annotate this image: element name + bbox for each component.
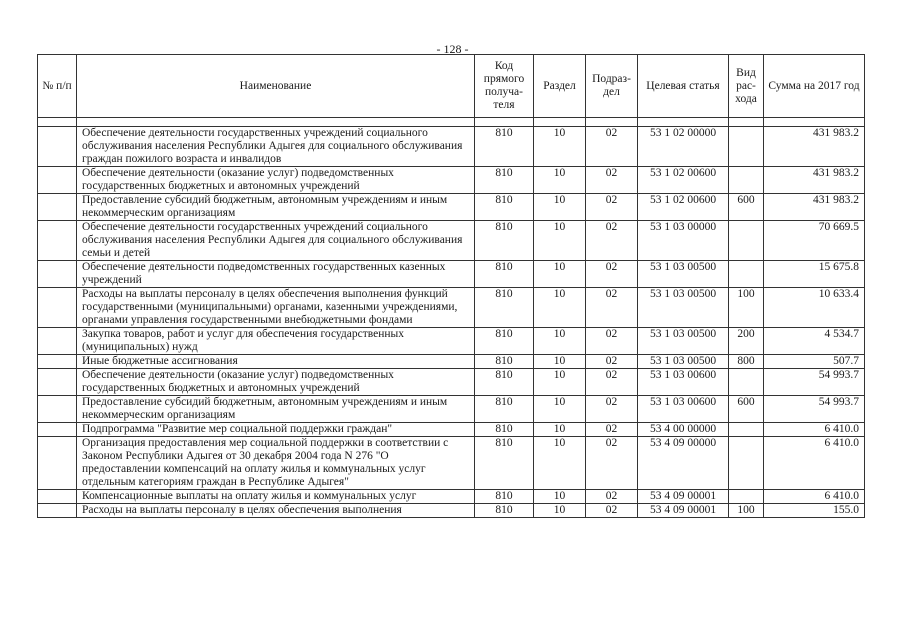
target-cell: 53 4 09 00001 xyxy=(638,504,729,518)
sum-cell: 6 410.0 xyxy=(764,490,865,504)
exp-type-cell: 100 xyxy=(729,288,764,328)
exp-type-cell xyxy=(729,369,764,396)
header-section: Раздел xyxy=(534,55,586,118)
num-cell xyxy=(38,396,77,423)
num-cell xyxy=(38,437,77,490)
code-cell: 810 xyxy=(475,504,534,518)
num-cell xyxy=(38,167,77,194)
table-row xyxy=(38,437,865,490)
code-cell: 810 xyxy=(475,355,534,369)
subsection-cell: 02 xyxy=(586,355,638,369)
table-row xyxy=(38,288,865,328)
exp-type-cell: 600 xyxy=(729,194,764,221)
code-cell: 810 xyxy=(475,194,534,221)
exp-type-cell xyxy=(729,437,764,490)
subsection-cell: 02 xyxy=(586,369,638,396)
code-cell: 810 xyxy=(475,423,534,437)
subsection-cell: 02 xyxy=(586,127,638,167)
section-cell: 10 xyxy=(534,490,586,504)
page-number: - 128 - xyxy=(436,42,469,56)
exp-type-cell: 100 xyxy=(729,504,764,518)
name-cell: Организация предоставления мер социальной поддержки в соответствии с Законом Республики Адыгея от 30 декабря 2004 года N 276 "О предоставлении компенсаций на оплату жилья и коммунальных услуг отдельным категориям граждан в Республике Адыгея" xyxy=(77,437,475,490)
section-cell: 10 xyxy=(534,167,586,194)
num-cell xyxy=(38,288,77,328)
sum-cell: 6 410.0 xyxy=(764,423,865,437)
name-cell: Обеспечение деятельности государственных учреждений социального обслуживания населения Республики Адыгея для социального обслуживания граждан пожилого возраста и инвалидов xyxy=(77,127,475,167)
header-num: № п/п xyxy=(38,55,77,118)
table-row xyxy=(38,167,865,194)
exp-type-cell: 800 xyxy=(729,355,764,369)
sum-cell: 155.0 xyxy=(764,504,865,518)
num-cell xyxy=(38,490,77,504)
target-cell: 53 1 03 00500 xyxy=(638,261,729,288)
table-row xyxy=(38,328,865,355)
section-cell: 10 xyxy=(534,437,586,490)
header-row xyxy=(38,55,865,118)
exp-type-cell xyxy=(729,261,764,288)
num-cell xyxy=(38,127,77,167)
header-name: Наименование xyxy=(77,55,475,118)
table-body xyxy=(38,127,865,518)
code-cell: 810 xyxy=(475,261,534,288)
target-cell: 53 1 03 00600 xyxy=(638,369,729,396)
subsection-cell: 02 xyxy=(586,221,638,261)
table-row xyxy=(38,221,865,261)
code-cell: 810 xyxy=(475,288,534,328)
num-cell xyxy=(38,369,77,396)
section-cell: 10 xyxy=(534,423,586,437)
table-row xyxy=(38,396,865,423)
code-cell: 810 xyxy=(475,437,534,490)
code-cell: 810 xyxy=(475,369,534,396)
num-cell xyxy=(38,355,77,369)
subsection-cell: 02 xyxy=(586,423,638,437)
subsection-cell: 02 xyxy=(586,490,638,504)
budget-table xyxy=(37,54,865,518)
exp-type-cell xyxy=(729,423,764,437)
target-cell: 53 1 03 00500 xyxy=(638,355,729,369)
target-cell: 53 4 09 00001 xyxy=(638,490,729,504)
section-cell: 10 xyxy=(534,369,586,396)
sum-cell: 15 675.8 xyxy=(764,261,865,288)
code-cell: 810 xyxy=(475,127,534,167)
name-cell: Обеспечение деятельности подведомственных государственных казенных учреждений xyxy=(77,261,475,288)
code-cell: 810 xyxy=(475,328,534,355)
target-cell: 53 1 02 00000 xyxy=(638,127,729,167)
name-cell: Компенсационные выплаты на оплату жилья и коммунальных услуг xyxy=(77,490,475,504)
subsection-cell: 02 xyxy=(586,261,638,288)
name-cell: Расходы на выплаты персоналу в целях обеспечения выполнения xyxy=(77,504,475,518)
exp-type-cell xyxy=(729,221,764,261)
table-row xyxy=(38,261,865,288)
section-cell: 10 xyxy=(534,328,586,355)
code-cell: 810 xyxy=(475,490,534,504)
name-cell: Обеспечение деятельности государственных учреждений социального обслуживания населения Республики Адыгея для социального обслуживания семьи и детей xyxy=(77,221,475,261)
code-cell: 810 xyxy=(475,167,534,194)
num-cell xyxy=(38,194,77,221)
header-exp-type: Вид рас-хода xyxy=(729,55,764,118)
sum-cell: 431 983.2 xyxy=(764,194,865,221)
section-cell: 10 xyxy=(534,221,586,261)
header-subsection: Подраз-дел xyxy=(586,55,638,118)
exp-type-cell: 200 xyxy=(729,328,764,355)
table-row xyxy=(38,194,865,221)
section-cell: 10 xyxy=(534,504,586,518)
target-cell: 53 1 03 00500 xyxy=(638,328,729,355)
name-cell: Закупка товаров, работ и услуг для обеспечения государственных (муниципальных) нужд xyxy=(77,328,475,355)
num-cell xyxy=(38,328,77,355)
sum-cell: 10 633.4 xyxy=(764,288,865,328)
header-code: Код прямого получа-теля xyxy=(475,55,534,118)
exp-type-cell xyxy=(729,127,764,167)
target-cell: 53 1 03 00500 xyxy=(638,288,729,328)
sum-cell: 70 669.5 xyxy=(764,221,865,261)
section-cell: 10 xyxy=(534,127,586,167)
subsection-cell: 02 xyxy=(586,167,638,194)
target-cell: 53 1 03 00600 xyxy=(638,396,729,423)
section-cell: 10 xyxy=(534,355,586,369)
target-cell: 53 1 03 00000 xyxy=(638,221,729,261)
sum-cell: 4 534.7 xyxy=(764,328,865,355)
subsection-cell: 02 xyxy=(586,288,638,328)
code-cell: 810 xyxy=(475,396,534,423)
code-cell: 810 xyxy=(475,221,534,261)
name-cell: Обеспечение деятельности (оказание услуг) подведомственных государственных бюджетных и автономных учреждений xyxy=(77,369,475,396)
exp-type-cell xyxy=(729,490,764,504)
name-cell: Подпрограмма "Развитие мер социальной поддержки граждан" xyxy=(77,423,475,437)
subsection-cell: 02 xyxy=(586,396,638,423)
sum-cell: 507.7 xyxy=(764,355,865,369)
exp-type-cell: 600 xyxy=(729,396,764,423)
table-row xyxy=(38,423,865,437)
num-cell xyxy=(38,423,77,437)
header-sum: Сумма на 2017 год xyxy=(764,55,865,118)
section-cell: 10 xyxy=(534,194,586,221)
name-cell: Иные бюджетные ассигнования xyxy=(77,355,475,369)
table-row xyxy=(38,355,865,369)
name-cell: Обеспечение деятельности (оказание услуг) подведомственных государственных бюджетных и автономных учреждений xyxy=(77,167,475,194)
subsection-cell: 02 xyxy=(586,328,638,355)
exp-type-cell xyxy=(729,167,764,194)
target-cell: 53 1 02 00600 xyxy=(638,167,729,194)
table-row xyxy=(38,490,865,504)
subsection-cell: 02 xyxy=(586,437,638,490)
sum-cell: 6 410.0 xyxy=(764,437,865,490)
name-cell: Предоставление субсидий бюджетным, автономным учреждениям и иным некоммерческим организациям xyxy=(77,194,475,221)
sum-cell: 54 993.7 xyxy=(764,396,865,423)
table-row xyxy=(38,127,865,167)
num-cell xyxy=(38,504,77,518)
spacer-row xyxy=(38,118,865,127)
sum-cell: 431 983.2 xyxy=(764,127,865,167)
target-cell: 53 4 09 00000 xyxy=(638,437,729,490)
target-cell: 53 1 02 00600 xyxy=(638,194,729,221)
name-cell: Предоставление субсидий бюджетным, автономным учреждениям и иным некоммерческим организациям xyxy=(77,396,475,423)
target-cell: 53 4 00 00000 xyxy=(638,423,729,437)
section-cell: 10 xyxy=(534,261,586,288)
header-target: Целевая статья xyxy=(638,55,729,118)
table-row xyxy=(38,504,865,518)
name-cell: Расходы на выплаты персоналу в целях обеспечения выполнения функций государственными (муниципальными) органами, казенными учреждениями, органами управления государственными внебюджетными фондами xyxy=(77,288,475,328)
sum-cell: 54 993.7 xyxy=(764,369,865,396)
table-row xyxy=(38,369,865,396)
section-cell: 10 xyxy=(534,288,586,328)
sum-cell: 431 983.2 xyxy=(764,167,865,194)
subsection-cell: 02 xyxy=(586,504,638,518)
num-cell xyxy=(38,261,77,288)
num-cell xyxy=(38,221,77,261)
subsection-cell: 02 xyxy=(586,194,638,221)
section-cell: 10 xyxy=(534,396,586,423)
